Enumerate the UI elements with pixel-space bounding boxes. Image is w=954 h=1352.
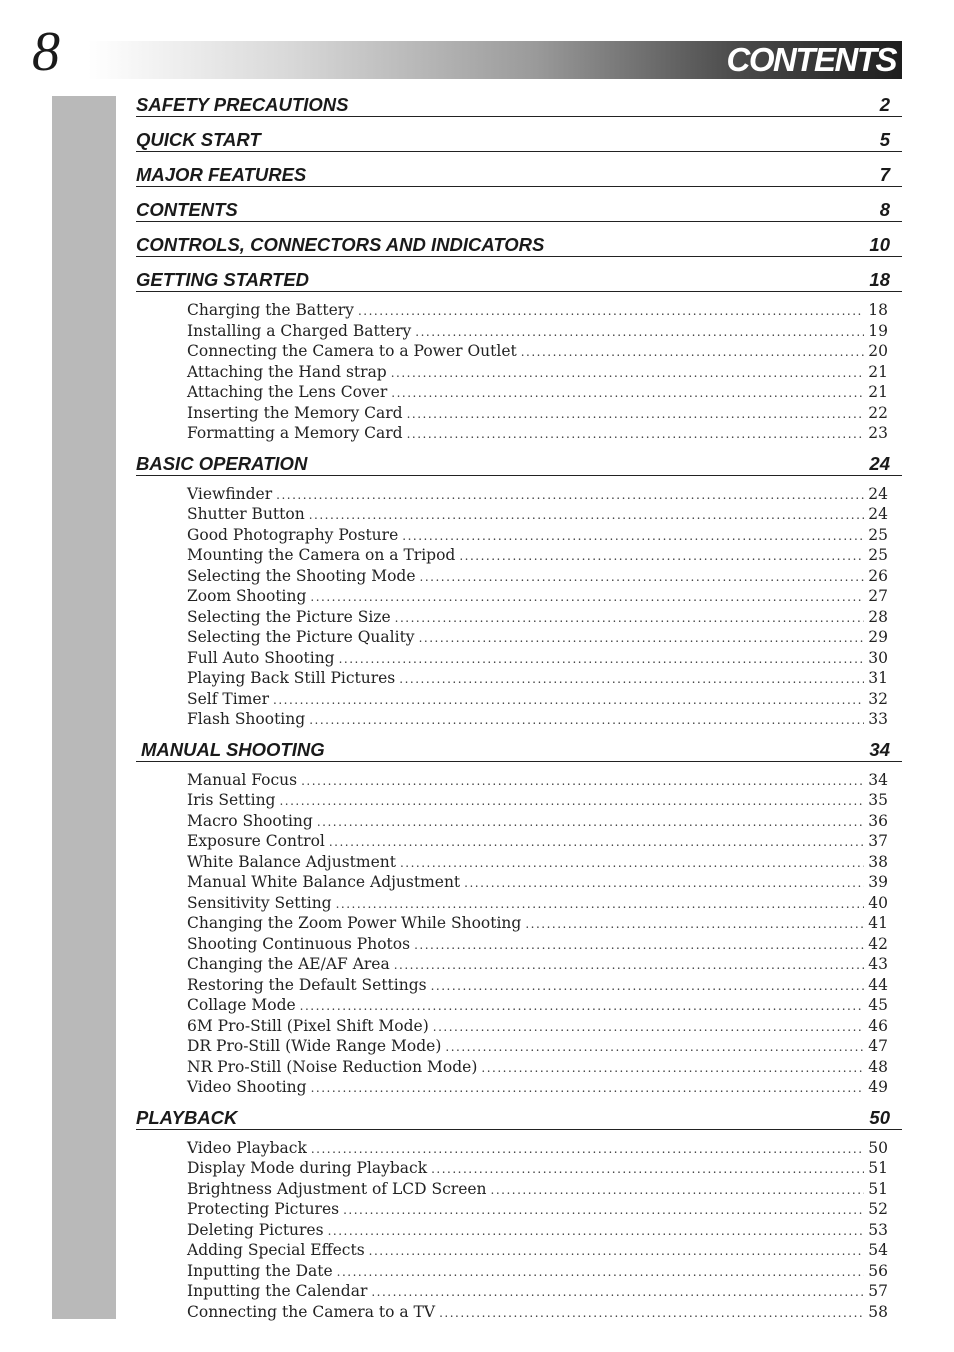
entry-page-number: 29	[868, 628, 888, 646]
dot-leader	[407, 404, 865, 425]
dot-leader	[279, 791, 864, 812]
entry-title: Mounting the Camera on a Tripod	[187, 546, 456, 564]
toc-section	[136, 195, 902, 222]
toc-entry[interactable]	[187, 586, 888, 607]
entry-page-number: 33	[868, 710, 888, 728]
section-page-number: 24	[869, 452, 890, 474]
toc-entry[interactable]	[187, 913, 888, 934]
entry-title: Manual White Balance Adjustment	[187, 873, 461, 891]
toc-entry[interactable]	[187, 321, 888, 342]
section-title: GETTING STARTED	[136, 269, 310, 290]
toc-entry[interactable]	[187, 607, 888, 628]
entry-title: Charging the Battery	[187, 301, 354, 319]
entry-title: Protecting Pictures	[187, 1200, 340, 1218]
dot-leader	[400, 853, 864, 874]
dot-leader	[273, 690, 864, 711]
dot-leader	[369, 1241, 865, 1262]
dot-leader	[301, 771, 864, 792]
dot-leader	[358, 301, 864, 322]
toc-entry[interactable]	[187, 954, 888, 975]
section-title: QUICK START	[136, 129, 261, 150]
toc-section	[136, 735, 902, 1098]
entry-title: Good Photography Posture	[187, 525, 399, 544]
toc-entry[interactable]	[187, 1057, 888, 1078]
dot-leader	[391, 363, 865, 384]
toc-entry[interactable]	[187, 362, 888, 383]
entry-page-number: 53	[868, 1220, 888, 1239]
toc-section	[136, 125, 902, 152]
entry-title: Exposure Control	[187, 832, 325, 850]
entry-list	[136, 300, 902, 444]
section-title: MANUAL SHOOTING	[141, 738, 325, 760]
entry-title: Display Mode during Playback	[187, 1159, 428, 1177]
toc-entry[interactable]	[187, 545, 888, 566]
entry-title: Connecting the Camera to a TV	[187, 1302, 436, 1321]
dot-leader	[420, 567, 865, 588]
section-heading[interactable]	[136, 125, 902, 152]
dot-leader	[391, 383, 864, 404]
entry-page-number: 25	[868, 546, 888, 564]
dot-leader	[311, 1078, 865, 1099]
entry-title: Selecting the Picture Quality	[187, 628, 415, 646]
entry-page-number: 46	[868, 1016, 888, 1035]
toc-entry[interactable]	[187, 893, 888, 914]
section-title: BASIC OPERATION	[136, 452, 308, 474]
toc-entry[interactable]	[187, 627, 888, 648]
entry-title: Playing Back Still Pictures	[187, 669, 396, 687]
table-of-contents	[136, 90, 902, 1327]
toc-entry[interactable]	[187, 1261, 888, 1282]
entry-title: Attaching the Lens Cover	[187, 383, 388, 401]
toc-entry[interactable]	[187, 341, 888, 362]
toc-section	[136, 1103, 902, 1323]
entry-page-number: 50	[868, 1138, 888, 1157]
section-heading[interactable]	[136, 449, 902, 476]
toc-entry[interactable]	[187, 1077, 888, 1098]
entry-page-number: 35	[868, 791, 888, 809]
entry-title: Manual Focus	[187, 770, 298, 789]
entry-title: Inserting the Memory Card	[187, 403, 403, 422]
entry-page-number: 57	[868, 1282, 888, 1300]
entry-title: Full Auto Shooting	[187, 648, 335, 667]
entry-title: Connecting the Camera to a Power Outlet	[187, 342, 517, 360]
entry-title: Selecting the Picture Size	[187, 607, 391, 626]
entry-title: Viewfinder	[187, 484, 273, 503]
toc-entry[interactable]	[187, 709, 888, 730]
dot-leader	[339, 649, 865, 670]
section-title: CONTENTS	[136, 199, 238, 220]
entry-title: Deleting Pictures	[187, 1220, 324, 1239]
entry-page-number: 34	[868, 770, 888, 789]
toc-entry[interactable]	[187, 811, 888, 832]
entry-title: Video Playback	[187, 1138, 307, 1157]
toc-entry[interactable]	[187, 525, 888, 546]
entry-page-number: 37	[868, 832, 888, 850]
dot-leader	[415, 322, 864, 343]
dot-leader	[371, 1282, 864, 1303]
entry-page-number: 23	[868, 424, 888, 442]
toc-entry[interactable]	[187, 1036, 888, 1057]
dot-leader	[459, 546, 864, 567]
entry-title: Brightness Adjustment of LCD Screen	[187, 1179, 487, 1198]
dot-leader	[311, 1139, 864, 1160]
dot-leader	[481, 1058, 864, 1079]
toc-entry[interactable]	[187, 1281, 888, 1302]
entry-page-number: 28	[868, 607, 888, 626]
toc-entry[interactable]	[187, 1302, 888, 1323]
toc-entry[interactable]	[187, 995, 888, 1016]
toc-section	[136, 449, 902, 730]
entry-list	[136, 770, 902, 1098]
section-heading[interactable]	[136, 735, 902, 762]
section-page-number: 10	[869, 234, 890, 255]
toc-section	[136, 265, 902, 444]
toc-entry[interactable]	[187, 1158, 888, 1179]
entry-page-number: 45	[868, 996, 888, 1014]
dot-leader	[431, 976, 865, 997]
dot-leader	[433, 1017, 865, 1038]
toc-section	[136, 90, 902, 117]
entry-list	[136, 484, 902, 730]
section-title: CONTROLS, CONNECTORS AND INDICATORS	[136, 234, 545, 255]
entry-page-number: 27	[868, 587, 888, 605]
toc-entry[interactable]	[187, 975, 888, 996]
entry-title: Formatting a Memory Card	[187, 424, 403, 442]
section-heading[interactable]	[136, 230, 902, 257]
toc-entry[interactable]	[187, 1240, 888, 1261]
toc-section	[136, 230, 902, 257]
toc-entry[interactable]	[187, 1220, 888, 1241]
page-number: 8	[32, 21, 60, 83]
entry-list	[136, 1138, 902, 1323]
dot-leader	[521, 342, 865, 363]
toc-entry[interactable]	[187, 300, 888, 321]
entry-page-number: 21	[868, 383, 888, 401]
dot-leader	[407, 424, 865, 445]
entry-page-number: 24	[868, 505, 888, 523]
toc-entry[interactable]	[187, 934, 888, 955]
toc-entry[interactable]	[187, 1138, 888, 1159]
header-bar	[88, 41, 902, 79]
entry-page-number: 51	[868, 1179, 888, 1198]
section-title: PLAYBACK	[136, 1106, 238, 1128]
entry-title: Restoring the Default Settings	[187, 975, 427, 994]
entry-title: Video Shooting	[187, 1078, 307, 1096]
entry-page-number: 41	[868, 914, 888, 932]
section-heading[interactable]	[136, 90, 902, 117]
entry-page-number: 40	[868, 893, 888, 912]
section-page-number: 34	[869, 738, 890, 760]
toc-entry[interactable]	[187, 423, 888, 444]
entry-title: Shutter Button	[187, 505, 305, 523]
section-heading[interactable]	[136, 160, 902, 187]
section-title: MAJOR FEATURES	[136, 164, 307, 185]
entry-page-number: 43	[868, 955, 888, 973]
dot-leader	[402, 526, 864, 547]
entry-page-number: 56	[868, 1261, 888, 1280]
entry-page-number: 42	[868, 934, 888, 953]
entry-page-number: 31	[868, 669, 888, 687]
entry-page-number: 21	[868, 362, 888, 381]
side-strip	[52, 96, 116, 1319]
entry-title: Inputting the Calendar	[187, 1282, 368, 1300]
entry-page-number: 18	[868, 301, 888, 319]
dot-leader	[343, 1200, 864, 1221]
entry-title: Zoom Shooting	[187, 587, 307, 605]
toc-entry[interactable]	[187, 770, 888, 791]
section-heading[interactable]	[136, 265, 902, 292]
dot-leader	[336, 894, 865, 915]
dot-leader	[464, 873, 864, 894]
toc-entry[interactable]	[187, 382, 888, 403]
entry-title: Inputting the Date	[187, 1261, 333, 1280]
entry-page-number: 25	[868, 525, 888, 544]
entry-title: White Balance Adjustment	[187, 852, 396, 871]
entry-page-number: 48	[868, 1057, 888, 1076]
toc-section	[136, 160, 902, 187]
section-page-number: 2	[879, 94, 890, 115]
dot-leader	[525, 914, 864, 935]
toc-entry[interactable]	[187, 566, 888, 587]
section-title: SAFETY PRECAUTIONS	[136, 94, 349, 115]
dot-leader	[419, 628, 865, 649]
entry-title: Iris Setting	[187, 791, 276, 809]
section-page-number: 50	[869, 1106, 890, 1128]
entry-title: Collage Mode	[187, 996, 296, 1014]
entry-page-number: 32	[868, 689, 888, 708]
entry-page-number: 22	[868, 403, 888, 422]
dot-leader	[300, 996, 865, 1017]
dot-leader	[439, 1303, 864, 1324]
entry-page-number: 54	[868, 1241, 888, 1259]
dot-leader	[276, 485, 864, 506]
toc-entry[interactable]	[187, 1199, 888, 1220]
dot-leader	[399, 669, 864, 690]
dot-leader	[328, 1221, 865, 1242]
entry-title: Flash Shooting	[187, 710, 306, 728]
entry-page-number: 49	[868, 1078, 888, 1096]
toc-entry[interactable]	[187, 872, 888, 893]
section-heading[interactable]	[136, 195, 902, 222]
section-page-number: 18	[869, 269, 890, 290]
dot-leader	[445, 1037, 864, 1058]
section-page-number: 7	[879, 164, 890, 185]
dot-leader	[329, 832, 864, 853]
toc-entry[interactable]	[187, 1016, 888, 1037]
entry-page-number: 47	[868, 1037, 888, 1055]
toc-entry[interactable]	[187, 831, 888, 852]
toc-entry[interactable]	[187, 852, 888, 873]
dot-leader	[310, 587, 864, 608]
entry-page-number: 52	[868, 1200, 888, 1218]
dot-leader	[414, 935, 864, 956]
toc-entry[interactable]	[187, 504, 888, 525]
entry-title: Self Timer	[187, 689, 269, 708]
entry-page-number: 51	[868, 1159, 888, 1177]
entry-page-number: 30	[868, 648, 888, 667]
entry-page-number: 19	[868, 321, 888, 340]
entry-title: Adding Special Effects	[187, 1241, 365, 1259]
entry-page-number: 20	[868, 342, 888, 360]
section-page-number: 8	[879, 199, 890, 220]
toc-entry[interactable]	[187, 689, 888, 710]
entry-page-number: 39	[868, 873, 888, 891]
entry-title: Changing the Zoom Power While Shooting	[187, 914, 522, 932]
entry-title: Changing the AE/AF Area	[187, 955, 390, 973]
section-heading[interactable]	[136, 1103, 902, 1130]
entry-page-number: 36	[868, 811, 888, 830]
dot-leader	[491, 1180, 865, 1201]
entry-page-number: 58	[868, 1302, 888, 1321]
entry-title: Shooting Continuous Photos	[187, 934, 411, 953]
entry-title: Selecting the Shooting Mode	[187, 566, 416, 585]
entry-page-number: 24	[868, 484, 888, 503]
toc-entry[interactable]	[187, 403, 888, 424]
entry-title: Attaching the Hand strap	[187, 362, 387, 381]
dot-leader	[431, 1159, 864, 1180]
dot-leader	[395, 608, 865, 629]
dot-leader	[394, 955, 865, 976]
dot-leader	[309, 505, 865, 526]
toc-entry[interactable]	[187, 1179, 888, 1200]
entry-page-number: 38	[868, 852, 888, 871]
dot-leader	[337, 1262, 865, 1283]
entry-page-number: 26	[868, 566, 888, 585]
entry-page-number: 44	[868, 975, 888, 994]
dot-leader	[317, 812, 864, 833]
entry-title: 6M Pro-Still (Pixel Shift Mode)	[187, 1016, 429, 1035]
entry-title: Sensitivity Setting	[187, 893, 332, 912]
toc-entry[interactable]	[187, 790, 888, 811]
section-page-number: 5	[879, 129, 890, 150]
toc-entry[interactable]	[187, 648, 888, 669]
page-title: CONTENTS	[726, 41, 896, 78]
dot-leader	[309, 710, 864, 731]
entry-title: Macro Shooting	[187, 811, 313, 830]
entry-title: Installing a Charged Battery	[187, 321, 412, 340]
toc-entry[interactable]	[187, 484, 888, 505]
entry-title: DR Pro-Still (Wide Range Mode)	[187, 1037, 442, 1055]
entry-title: NR Pro-Still (Noise Reduction Mode)	[187, 1057, 478, 1076]
toc-entry[interactable]	[187, 668, 888, 689]
